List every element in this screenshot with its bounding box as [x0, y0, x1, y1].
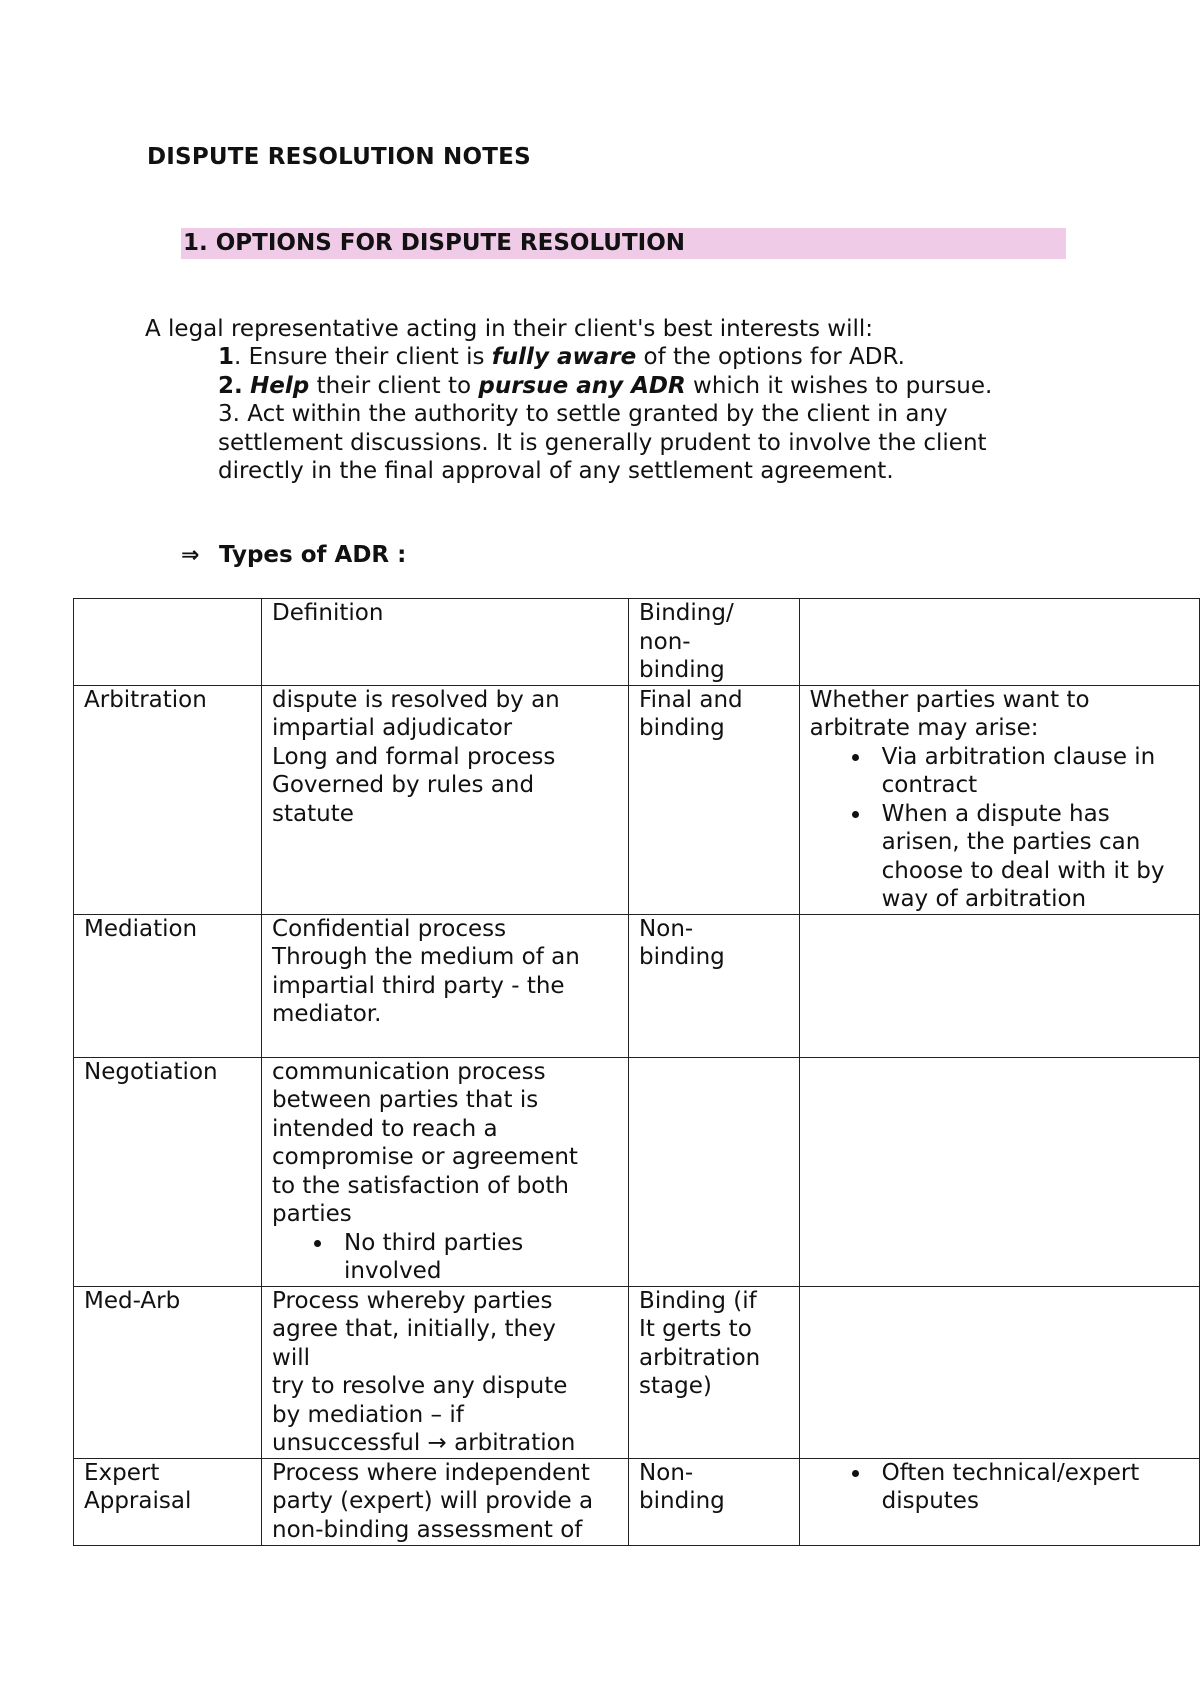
- row-definition: dispute is resolved by an impartial adjudicator Long and formal process Governed by rules and statute: [262, 685, 629, 914]
- row-notes: [799, 1458, 1199, 1545]
- duty-number: 1: [218, 344, 235, 370]
- duty-item-3: 3. Act within the authority to settle granted by the client in any settlement discussions. It is generally prudent to involve the client directly in the final approval of any settlement agreement.: [218, 401, 987, 484]
- intro-paragraph: A legal representative acting in their client's best interests will:: [145, 316, 874, 342]
- arrow-right-icon: ⇒: [181, 543, 200, 568]
- row-definition: Confidential process Through the medium of an impartial third party - the mediator.: [262, 914, 629, 1057]
- notes-bullet-list: [810, 1459, 1191, 1516]
- duty-emphasis: pursue any ADR: [478, 372, 686, 399]
- duty-item-1: [218, 343, 1078, 372]
- table-cell: [799, 1286, 1199, 1458]
- row-binding: Non- binding: [629, 914, 800, 1057]
- table-header-binding: Binding/ non- binding: [629, 599, 800, 686]
- row-definition: Process whereby parties agree that, initially, they will try to resolve any dispute by mediation – if unsuccessful → arbitration: [262, 1286, 629, 1458]
- list-item: • Via arbitration clause in contract: [872, 743, 1191, 800]
- duty-number: 2.: [218, 372, 243, 399]
- duty-text: which it wishes to pursue.: [685, 372, 993, 399]
- table-row-negotiation: [74, 1057, 1200, 1286]
- row-name: Med-Arb: [74, 1286, 262, 1458]
- table-header-row: [74, 599, 1200, 686]
- definition-bullet-list: [272, 1229, 620, 1286]
- row-binding: Non- binding: [629, 1458, 800, 1545]
- row-definition: Process where independent party (expert) will provide a non-binding assessment of: [262, 1458, 629, 1545]
- table-cell: [799, 1057, 1199, 1286]
- row-binding: Final and binding: [629, 685, 800, 914]
- row-definition: communication process between parties that is intended to reach a compromise or agreement to the satisfaction of both parties • No third parties involved: [262, 1057, 629, 1286]
- duty-text: their client to: [309, 372, 479, 399]
- row-name: Mediation: [74, 914, 262, 1057]
- table-row-med-arb: [74, 1286, 1200, 1458]
- row-name: Arbitration: [74, 685, 262, 914]
- duty-emphasis: Help: [250, 372, 310, 399]
- adr-types-table: [73, 598, 1200, 1546]
- types-heading-label: Types of ADR :: [219, 542, 407, 568]
- duty-emphasis: fully aware: [491, 344, 637, 370]
- row-name: Negotiation: [74, 1057, 262, 1286]
- duty-text: . Ensure their client is: [234, 344, 492, 370]
- table-cell: [629, 1057, 800, 1286]
- duty-item-2: [218, 372, 1078, 401]
- table-row-expert-appraisal: [74, 1458, 1200, 1545]
- list-item: • No third parties involved: [334, 1229, 620, 1286]
- list-item: • Often technical/expert disputes: [872, 1459, 1191, 1516]
- document-title: DISPUTE RESOLUTION NOTES: [147, 144, 531, 170]
- types-heading: [181, 542, 406, 568]
- table-row-arbitration: [74, 685, 1200, 914]
- row-binding: Binding (if It gerts to arbitration stage): [629, 1286, 800, 1458]
- table-header-definition: Definition: [262, 599, 629, 686]
- list-item: • When a dispute has arisen, the parties can choose to deal with it by way of arbitration: [872, 800, 1191, 914]
- duty-text: of the options for ADR.: [636, 344, 905, 370]
- row-notes: Whether parties want to arbitrate may arise: • Via arbitration clause in contract • When a dispute has arisen, the parties can choose to deal with it by way of arbitration: [799, 685, 1199, 914]
- table-row-mediation: [74, 914, 1200, 1057]
- section-heading: 1. OPTIONS FOR DISPUTE RESOLUTION: [181, 228, 1066, 259]
- table-cell: [799, 914, 1199, 1057]
- table-cell: [74, 599, 262, 686]
- notes-bullet-list: [810, 743, 1191, 914]
- table-cell: [799, 599, 1199, 686]
- row-name: Expert Appraisal: [74, 1458, 262, 1545]
- duties-list: [218, 343, 1078, 486]
